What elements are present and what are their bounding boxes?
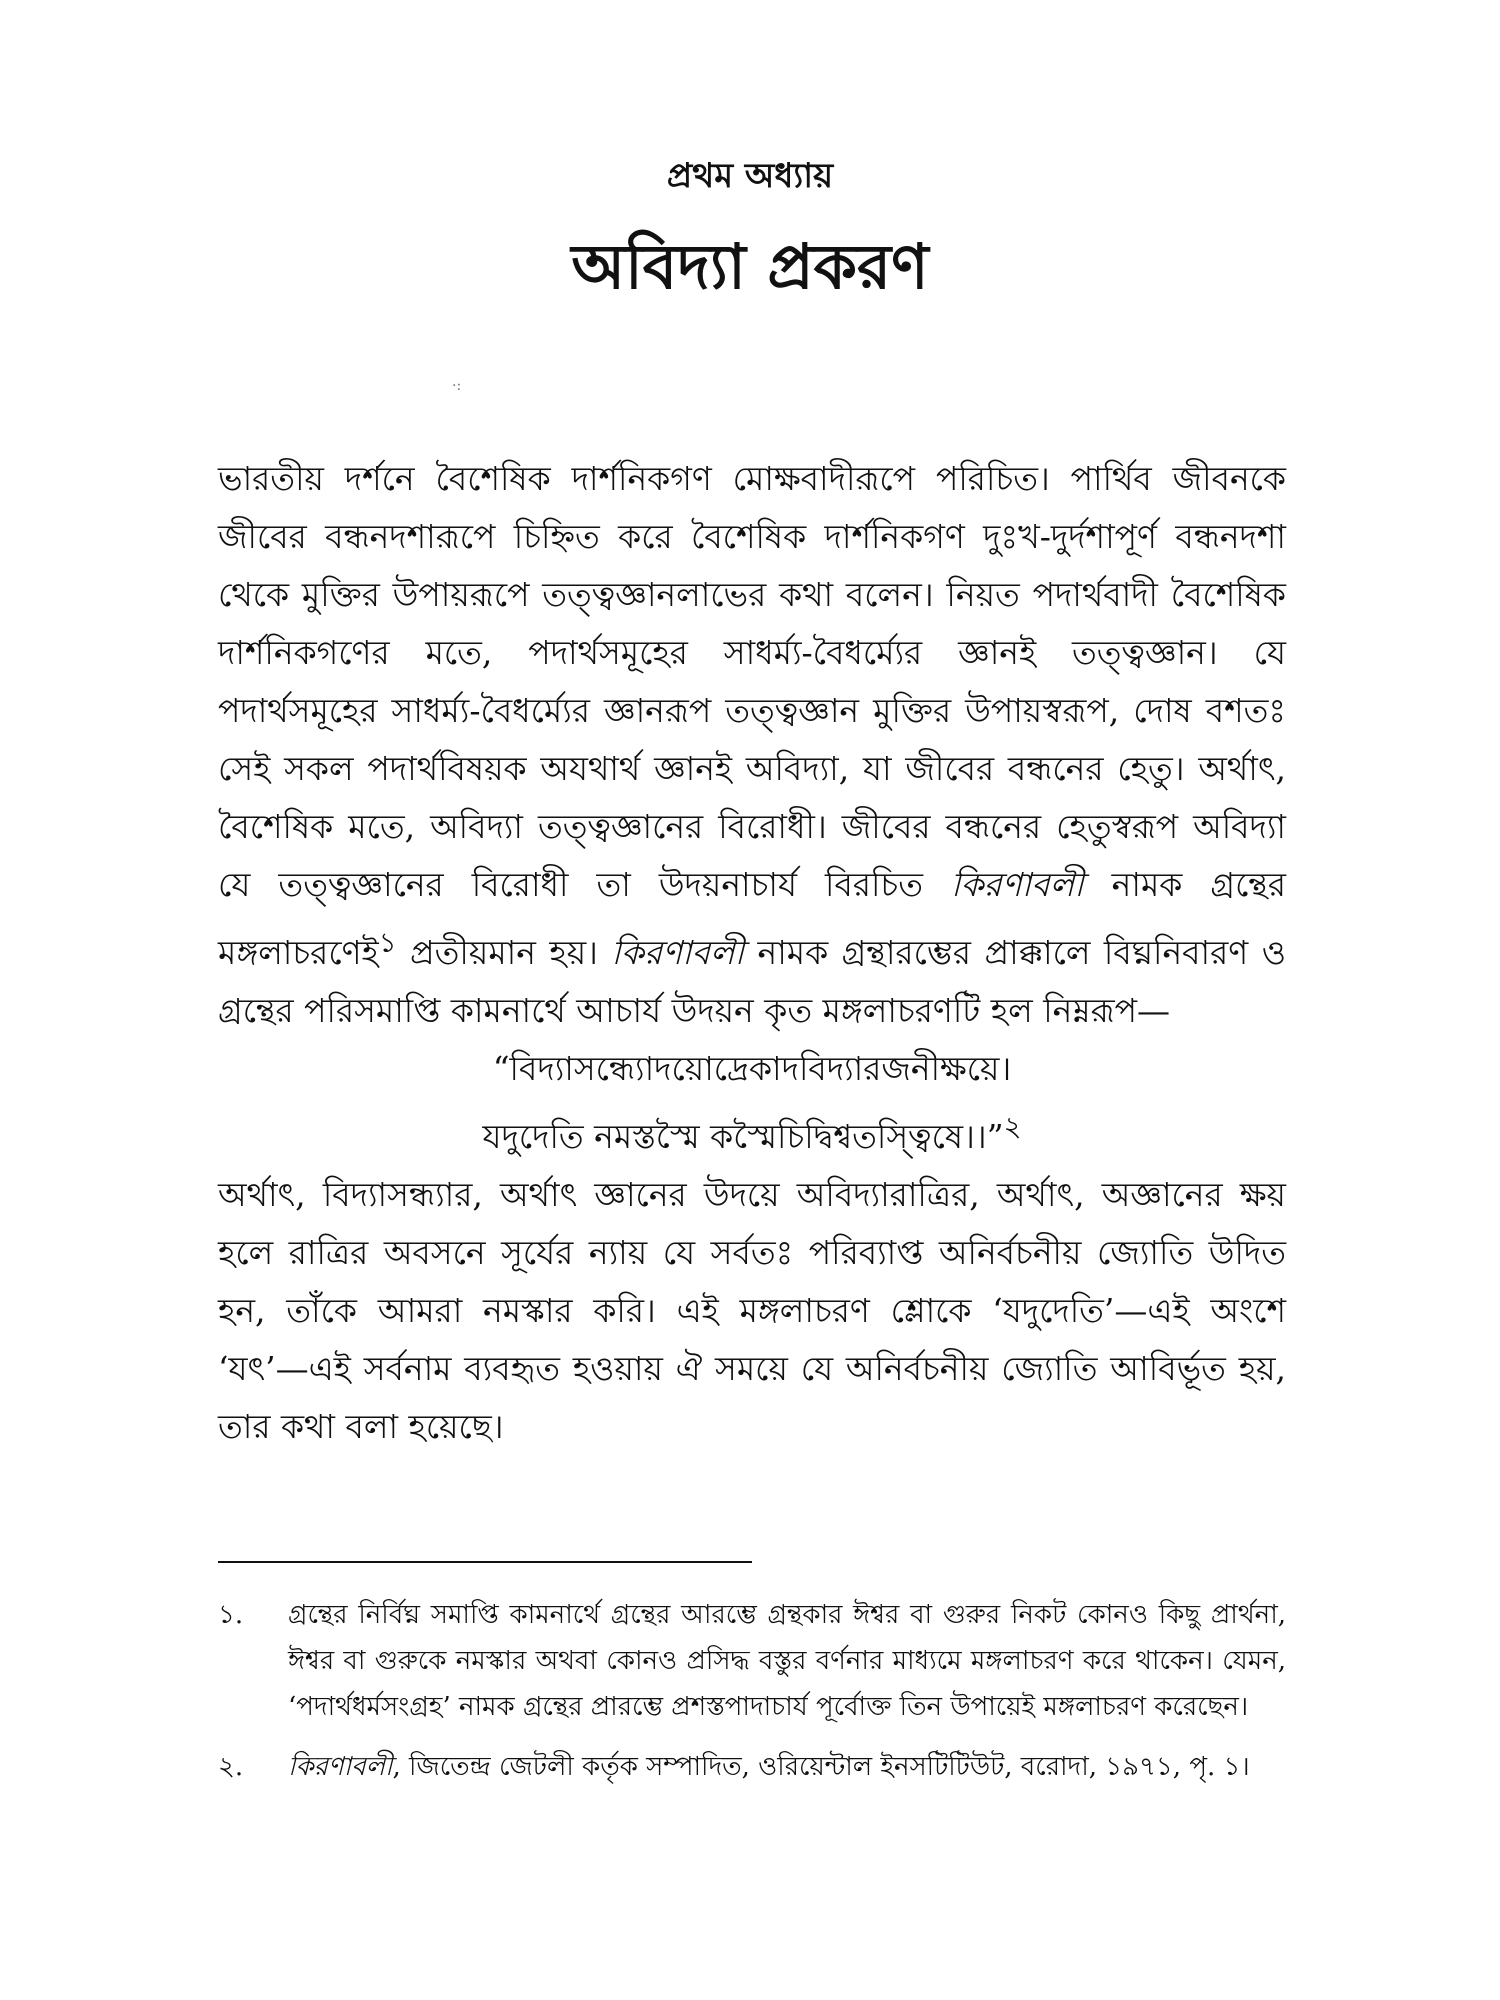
book-title-kiranavali: কিরণাবলী [951,865,1084,904]
footnote-2-number: ২. [218,1752,244,1782]
footnote-ref-2: ২ [1003,1111,1022,1143]
footnotes [218,1592,1286,1804]
footnote-2-book-title: কিরণাবলী [288,1752,393,1782]
chapter-label: প্রথম অধ্যায় [666,156,834,196]
footnote-ref-1: ১ [378,927,397,959]
footnote-1-number: ১. [218,1600,244,1630]
verse-line-2-text: যদুদেতি নমস্তস্মৈ কস্মৈচিদ্বিশ্বতস্ত্বিষে।।” [482,1117,1004,1156]
book-title-kiranavali-2: কিরণাবলী [611,933,745,972]
paragraph-2: অর্থাৎ, বিদ্যাসন্ধ্যার, অর্থাৎ জ্ঞানের উদয়ে অবিদ্যারাত্রির, অর্থাৎ, অজ্ঞানের ক্ষয় হলে রাত্রির অবসনে সূর্যের ন্যায় যে সর্বতঃ পরিব্যাপ্ত অনির্বচনীয় জ্যোতি উদিত হন, তাঁকে আমরা নমস্কার করি। এই মঙ্গলাচরণ শ্লোকে ‘যদুদেতি’—এই অংশে ‘যৎ’—এই সর্বনাম ব্যবহৃত হওয়ায় ঐ সময়ে যে অনির্বচনীয় জ্যোতি আবির্ভূত হয়, তার কথা বলা হয়েছে। [218,1175,1286,1446]
main-text [218,450,1286,1456]
footnote-divider [218,1561,752,1563]
footnote-2-text: , জিতেন্দ্র জেটলী কর্তৃক সম্পাদিত, ওরিয়েন্টাল ইনসটিটিউট, বরোদা, ১৯৭১, পৃ. ১। [392,1752,1250,1782]
verse-line-1: “বিদ্যাসন্ধ্যোদয়োদ্রেকাদবিদ্যারজনীক্ষয়ে। [492,1049,1012,1088]
paragraph-1-part-3: প্রতীয়মান হয়। [396,933,612,972]
paragraph-1-part-2: নামক গ্রন্থের মঙ্গলাচরণেই [218,865,1286,972]
paragraph-1-part-1: ভারতীয় দর্শনে বৈশেষিক দার্শনিকগণ মোক্ষবাদীরূপে পরিচিত। পার্থিব জীবনকে জীবের বন্ধনদশারূপে চিহ্নিত করে বৈশেষিক দার্শনিকগণ দুঃখ-দুর্দশাপূর্ণ বন্ধনদশা থেকে মুক্তির উপায়রূপে তত্ত্বজ্ঞানলাভের কথা বলেন। নিয়ত পদার্থবাদী বৈশেষিক দার্শনিকগণের মতে, পদার্থসমূহের সাধর্ম্য-বৈধর্ম্যের জ্ঞানই তত্ত্বজ্ঞান। যে পদার্থসমূহের সাধর্ম্য-বৈধর্ম্যের জ্ঞানরূপ তত্ত্বজ্ঞান মুক্তির উপায়স্বরূপ, দোষ বশতঃ সেই সকল পদার্থবিষয়ক অযথার্থ জ্ঞানই অবিদ্যা, যা জীবের বন্ধনের হেতু। অর্থাৎ, বৈশেষিক মতে, অবিদ্যা তত্ত্বজ্ঞানের বিরোধী। জীবের বন্ধনের হেতুস্বরূপ অবিদ্যা যে তত্ত্বজ্ঞানের বিরোধী তা উদয়নাচার্য বিরচিত [218,459,1286,904]
verse-line-2 [218,1098,1286,1166]
paragraph-1-part-4: নামক গ্রন্থারম্ভের প্রাক্কালে বিঘ্ননিবারণ ও গ্রন্থের পরিসমাপ্তি কামনার্থে আচার্য উদয়ন কৃত মঙ্গলাচরণটি হল নিম্নরূপ— [218,933,1286,1030]
footnote-2 [218,1744,1286,1790]
paragraph-1 [218,450,1286,1040]
footnote-1-text: গ্রন্থের নির্বিঘ্ন সমাপ্তি কামনার্থে গ্রন্থের আরম্ভে গ্রন্থকার ঈশ্বর বা গুরুর নিকট কোনও কিছু প্রার্থনা, ঈশ্বর বা গুরুকে নমস্কার অথবা কোনও প্রসিদ্ধ বস্তুর বর্ণনার মাধ্যমে মঙ্গলাচরণ করে থাকেন। যেমন, ‘পদার্থধর্মসংগ্রহ’ নামক গ্রন্থের প্রারম্ভে প্রশস্তপাদাচার্য পূর্বোক্ত তিন উপায়েই মঙ্গলাচরণ করেছেন। [288,1600,1286,1722]
footnote-2-body [288,1744,1286,1790]
chapter-title: অবিদ্যা প্রকরণ [571,230,929,303]
verse [218,1040,1286,1166]
footnote-1 [218,1592,1286,1730]
print-speck: ·: [452,378,462,394]
